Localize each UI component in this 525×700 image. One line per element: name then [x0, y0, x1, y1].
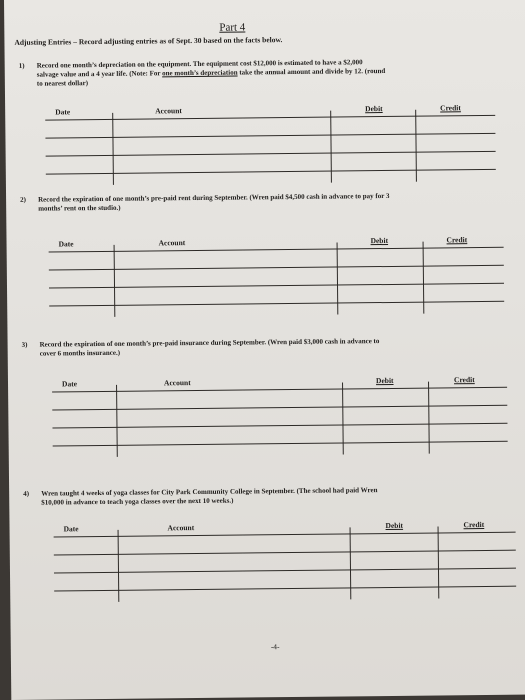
credit-header: Credit: [463, 520, 485, 530]
journal-row-line[interactable]: [54, 550, 516, 556]
page-title: Part 4: [219, 21, 246, 34]
date-header: Date: [63, 524, 79, 534]
question-1: [19, 57, 509, 89]
question-number: 2): [20, 195, 26, 204]
question-text: months’ rent on the studio.): [38, 203, 121, 213]
column-divider: [423, 248, 425, 314]
question-text: Wren taught 4 weeks of yoga classes for City Park Community College in September. (The school had paid Wren: [41, 486, 378, 498]
debit-header: Debit: [370, 235, 389, 246]
question-text: cover 6 months insurance.): [39, 348, 121, 358]
column-divider: [116, 391, 118, 457]
page-number: -4-: [270, 642, 280, 652]
date-header: Date: [61, 379, 78, 389]
column-divider: [342, 388, 344, 454]
account-header: Account: [158, 238, 186, 248]
column-divider: [118, 536, 120, 602]
column-divider: [330, 117, 332, 183]
column-divider: [438, 532, 440, 598]
question-text: salvage value and a 4 year life. (Note: For: [36, 69, 161, 79]
account-header: Account: [167, 523, 195, 533]
journal-row-line[interactable]: [52, 405, 507, 411]
journal-row-line[interactable]: [49, 265, 504, 271]
date-header: Date: [55, 107, 71, 117]
question-text: Record one month’s depreciation on the equipment. The equipment cοst $12,000 is estimated to have a $2,000: [36, 58, 363, 70]
question-text: take the annual amount and divide by 12. (round: [237, 67, 386, 77]
question-number: 1): [18, 61, 25, 70]
account-header: Account: [155, 106, 182, 116]
journal-row-line[interactable]: [54, 586, 516, 592]
worksheet-page: [4, 0, 525, 700]
question-4: [23, 485, 518, 508]
journal-row-line[interactable]: [49, 301, 504, 307]
question-text: Record the expiration of one month’s pre-paid rent during September. (Wren paid $4,500 cash in advance to pay for 3: [38, 191, 390, 204]
question-number: 4): [23, 489, 30, 498]
journal-row-line[interactable]: [52, 423, 507, 429]
question-3: [22, 336, 517, 359]
debit-header: Debit: [385, 520, 404, 531]
column-divider: [428, 388, 430, 454]
journal-header-line: [52, 387, 507, 393]
credit-header: Credit: [446, 235, 468, 245]
question-text: $10,000 in advance to teach yoga classes over the next 10 weeks.): [41, 496, 234, 507]
question-number: 3): [21, 340, 28, 349]
credit-header: Credit: [453, 375, 475, 385]
date-header: Date: [58, 239, 74, 249]
instructions: Adjusting Entries – Record adjusting entries as of Sept. 30 based on the facts below.: [14, 35, 283, 47]
journal-row-line[interactable]: [49, 283, 504, 289]
column-divider: [415, 116, 417, 182]
journal-header-line: [54, 532, 516, 538]
column-divider: [350, 533, 352, 599]
credit-header: Credit: [440, 103, 461, 113]
account-header: Account: [163, 378, 191, 388]
question-text-underlined: one month’s depreciation: [162, 68, 238, 78]
column-divider: [112, 119, 114, 185]
column-divider: [114, 251, 116, 317]
debit-header: Debit: [375, 375, 394, 386]
column-divider: [337, 249, 339, 315]
journal-row-line[interactable]: [54, 568, 516, 574]
question-2: [20, 191, 515, 214]
debit-header: Debit: [365, 104, 383, 114]
journal-header-line: [49, 247, 504, 253]
question-text: to nearest dollar): [36, 79, 89, 88]
journal-row-line[interactable]: [53, 441, 508, 447]
question-text: Record the expiration of one month’s pre-paid insurance during September. (Wren paid $3,000 cash in advance to: [39, 337, 380, 349]
